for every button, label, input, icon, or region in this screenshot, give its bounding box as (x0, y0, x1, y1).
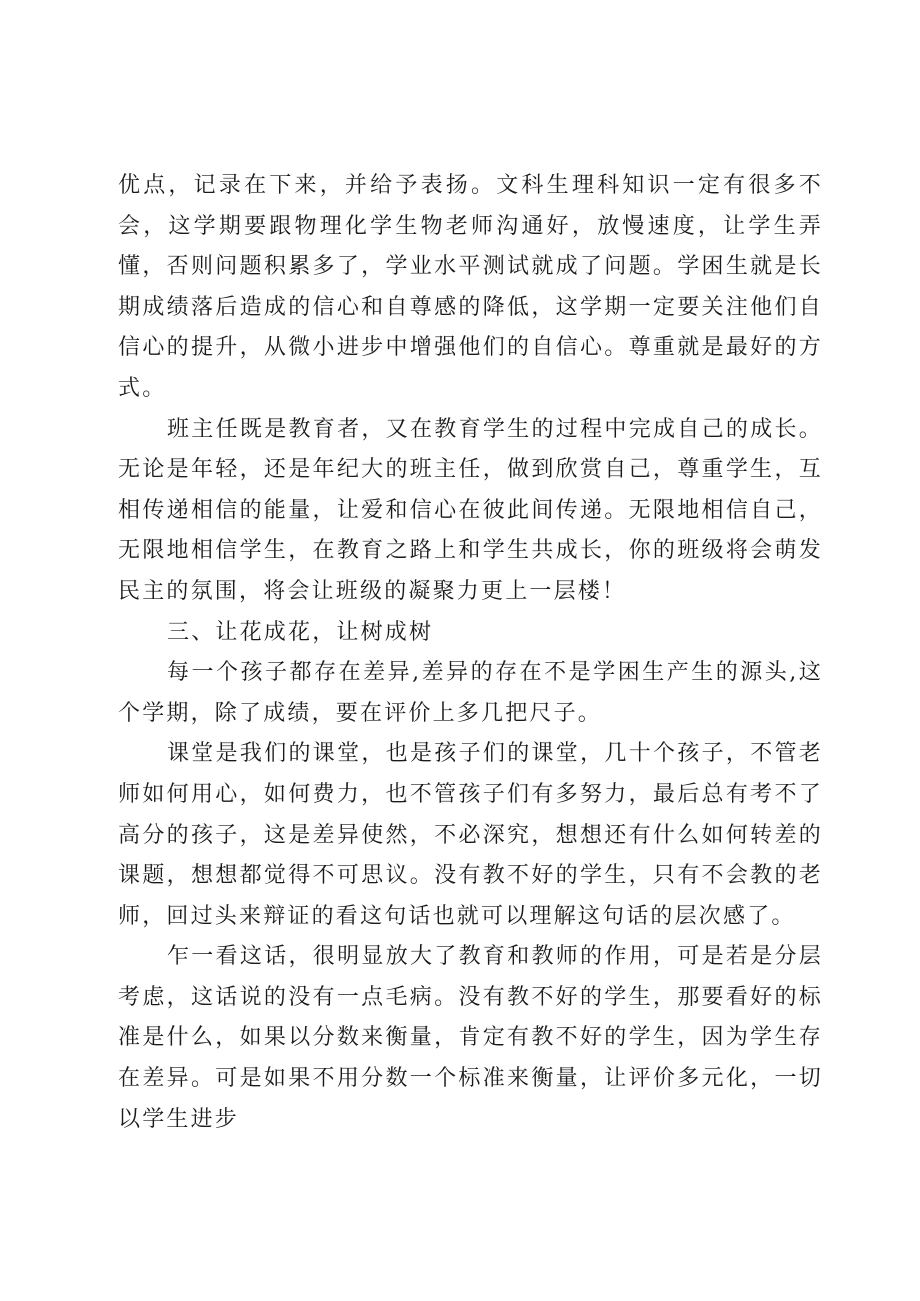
paragraph: 每一个孩子都存在差异,差异的存在不是学困生产生的源头,这个学期，除了成绩，要在评价上多几把尺子。 (118, 660, 823, 726)
paragraph: 班主任既是教育者，又在教育学生的过程中完成自己的成长。无论是年轻，还是年纪大的班主任，做到欣赏自己，尊重学生，互相传递相信的能量，让爱和信心在彼此间传递。无限地相信自己，无限地相信学生，在教育之路上和学生共成长，你的班级将会萌发民主的氛围，将会让班级的凝聚力更上一层楼！ (118, 416, 823, 604)
section-heading: 三、让花成花，让树成树 (167, 619, 434, 645)
paragraph: 课堂是我们的课堂，也是孩子们的课堂，几十个孩子，不管老师如何用心，如何费力，也不管孩子们有多努力，最后总有考不了高分的孩子，这是差异使然，不必深究，想想还有什么如何转差的课题，想想都觉得不可思议。没有教不好的学生，只有不会教的老师，回过头来辩证的看这句话也就可以理解这句话的层次感了。 (118, 741, 823, 929)
paragraph: 乍一看这话，很明显放大了教育和教师的作用，可是若是分层考虑，这话说的没有一点毛病。没有教不好的学生，那要看好的标准是什么，如果以分数来衡量，肯定有教不好的学生，因为学生存在差异。可是如果不用分数一个标准来衡量，让评价多元化，一切以学生进步 (118, 944, 823, 1132)
body-text (118, 166, 823, 1140)
paragraph-continued: 优点，记录在下来，并给予表扬。文科生理科知识一定有很多不会，这学期要跟物理化学生物老师沟通好，放慢速度，让学生弄懂，否则问题积累多了，学业水平测试就成了问题。学困生就是长期成绩落后造成的信心和自尊感的降低，这学期一定要关注他们自信心的提升，从微小进步中增强他们的自信心。尊重就是最好的方式。 (118, 173, 823, 401)
